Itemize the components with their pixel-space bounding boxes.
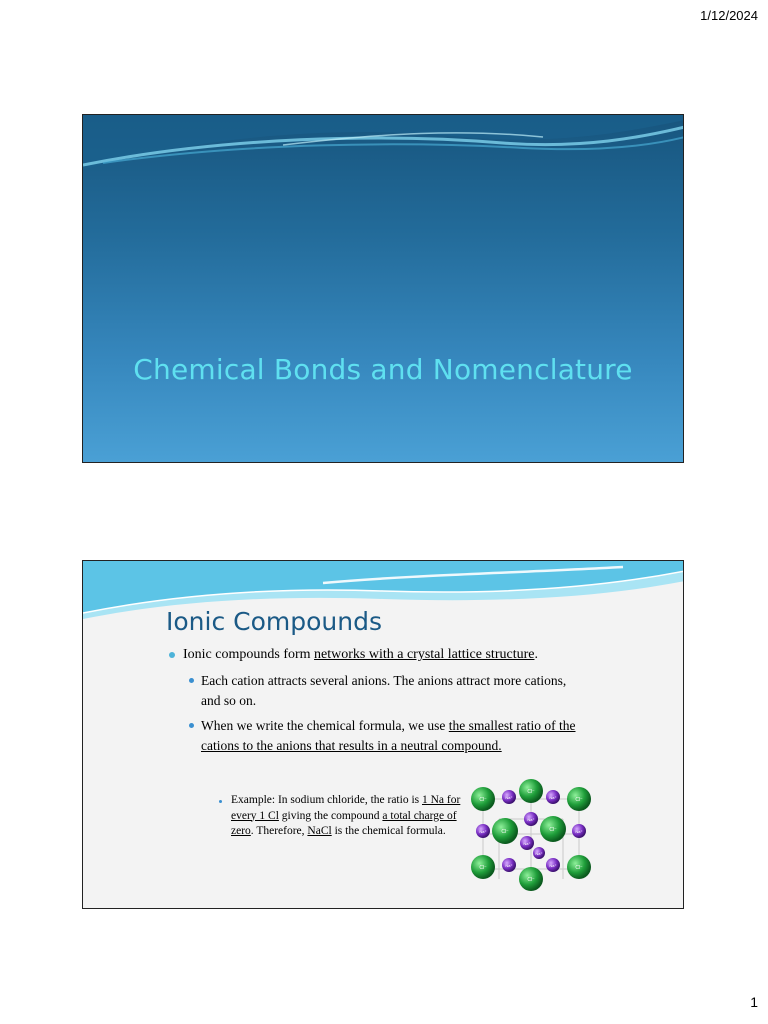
svg-text:Cl⁻: Cl⁻ [549,827,557,833]
wave-decoration [83,115,684,185]
chloride-ion-atom [492,818,518,844]
sodium-ion-atom [546,790,560,804]
slide-title [82,114,684,463]
svg-text:Cl⁻: Cl⁻ [501,829,509,835]
bullet-level1 [167,645,587,665]
chloride-ion-atom [567,855,591,879]
svg-text:Na⁺: Na⁺ [535,851,543,856]
svg-text:Cl⁻: Cl⁻ [575,865,583,871]
slide-ionic-compounds [82,560,684,909]
slide2-title: Ionic Compounds [166,607,383,636]
example-u1: 1 Na for every 1 Cl [231,794,461,822]
bullet-level2-formula [167,716,587,755]
svg-text:Na⁺: Na⁺ [505,795,513,800]
svg-text:Na⁺: Na⁺ [505,863,513,868]
bullet2-text: Each cation attracts several anions. The anions attract more cations, and so on. [201,673,567,708]
date-stamp: 1/12/2024 [700,8,758,23]
chloride-ion-atom [471,787,495,811]
bullet-level2-cations [167,671,587,710]
example-t4: is the chemical formula. [331,825,446,837]
svg-text:Na⁺: Na⁺ [575,829,583,834]
svg-text:Na⁺: Na⁺ [549,863,557,868]
sodium-ion-atom [533,847,545,859]
svg-text:Cl⁻: Cl⁻ [479,797,487,803]
bullet-level3-example [217,793,471,840]
sodium-ion-atom [572,824,586,838]
svg-text:Na⁺: Na⁺ [527,817,535,822]
page-number: 1 [750,994,758,1010]
sodium-ion-atom [520,836,534,850]
svg-text:Cl⁻: Cl⁻ [527,789,535,795]
sodium-ion-atom [524,812,538,826]
example-t2: giving the compound [278,809,383,822]
example-u2: a total charge of zero [231,809,457,837]
svg-text:Na⁺: Na⁺ [549,795,557,800]
nacl-crystal-lattice-image [469,779,593,891]
svg-text:Cl⁻: Cl⁻ [527,877,535,883]
example-t3: . Therefore, [250,825,308,837]
chloride-ion-atom [471,855,495,879]
example-t1: Example: In sodium chloride, the ratio is [231,794,422,806]
chloride-ion-atom [519,867,543,891]
bullet1-end: . [534,647,538,662]
example-u3: NaCl [307,825,332,837]
bullet1-underlined: networks with a crystal lattice structure [314,647,535,662]
svg-text:Cl⁻: Cl⁻ [479,865,487,871]
bullet3-underlined: the smallest ratio of the cations to the anions that results in a neutral compound. [201,718,576,753]
sodium-ion-atom [502,790,516,804]
sodium-ion-atom [476,824,490,838]
sodium-ion-atom [502,858,516,872]
sodium-ion-atom [546,858,560,872]
svg-text:Na⁺: Na⁺ [479,829,487,834]
chloride-ion-atom [567,787,591,811]
slide1-title: Chemical Bonds and Nomenclature [133,353,633,386]
slide2-body [167,645,587,755]
bullet1-text: Ionic compounds form [183,647,315,662]
chloride-ion-atom [519,779,543,803]
svg-text:Na⁺: Na⁺ [523,841,531,846]
bullet3-text: When we write the chemical formula, we use [201,718,449,733]
chloride-ion-atom [540,816,566,842]
svg-text:Cl⁻: Cl⁻ [575,797,583,803]
